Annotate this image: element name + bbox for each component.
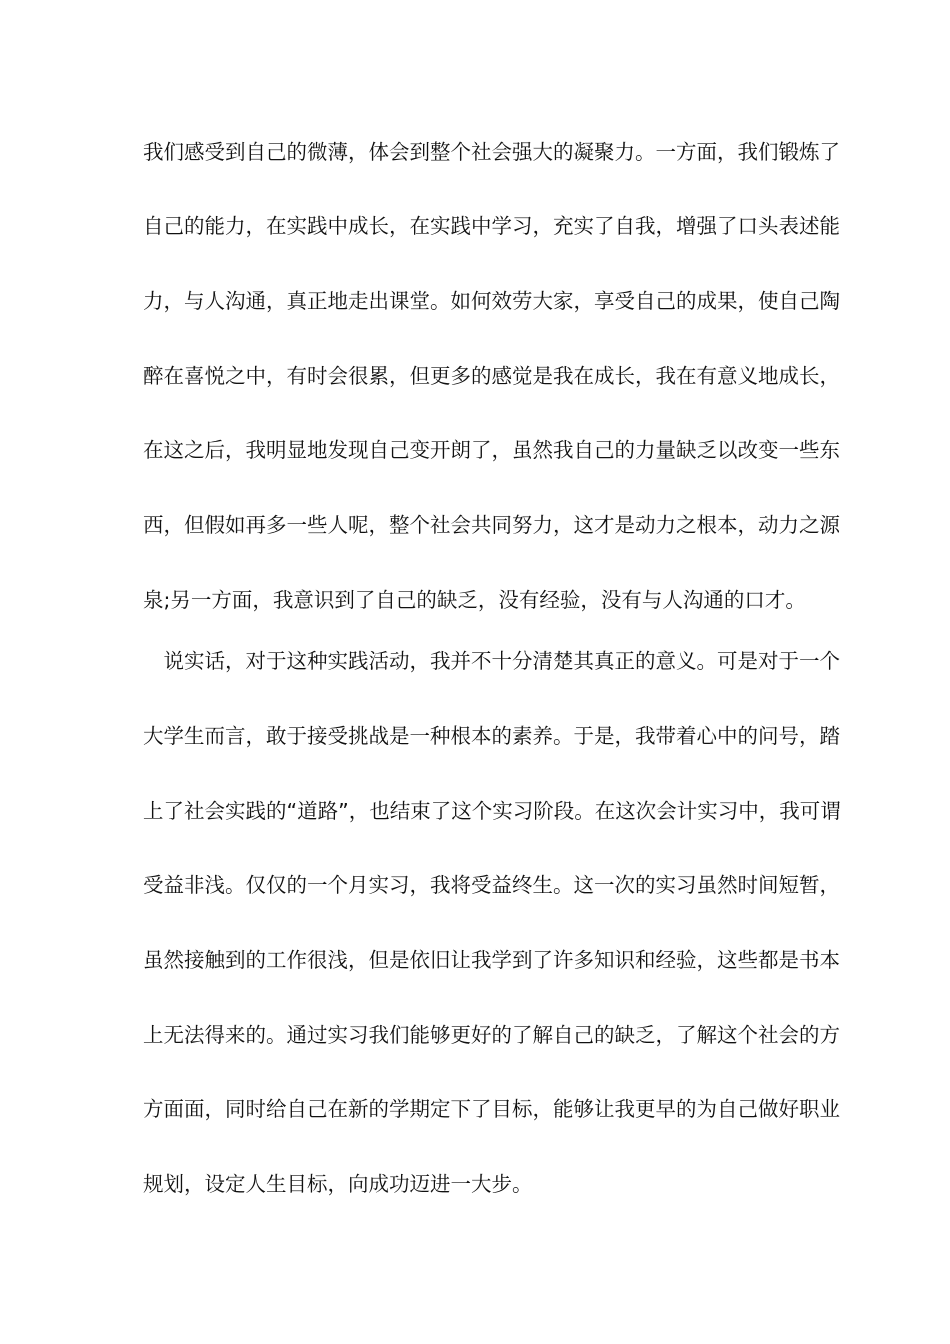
paragraph-1-line-1: 我们感受到自己的微薄，体会到整个社会强大的凝聚力。一方面，我们锻炼了 — [143, 140, 840, 164]
paragraph-2-line-4: 受益非浅。仅仅的一个月实习，我将受益终生。这一次的实习虽然时间短暂， — [143, 873, 840, 897]
paragraph-1-line-2: 自己的能力，在实践中成长，在实践中学习，充实了自我，增强了口头表述能 — [143, 214, 840, 238]
paragraph-2-line-8: 规划，设定人生目标，向成功迈进一大步。 — [143, 1172, 533, 1196]
paragraph-2-line-5: 虽然接触到的工作很浅，但是依旧让我学到了许多知识和经验，这些都是书本 — [143, 948, 840, 972]
paragraph-2-line-6: 上无法得来的。通过实习我们能够更好的了解自己的缺乏，了解这个社会的方 — [143, 1023, 840, 1047]
paragraph-1-line-5: 在这之后，我明显地发现自己变开朗了，虽然我自己的力量缺乏以改变一些东 — [143, 438, 840, 462]
paragraph-1-line-4: 醉在喜悦之中，有时会很累，但更多的感觉是我在成长，我在有意义地成长， — [143, 364, 840, 388]
paragraph-2-line-7: 方面面，同时给自己在新的学期定下了目标，能够让我更早的为自己做好职业 — [143, 1097, 840, 1121]
paragraph-2-line-3: 上了社会实践的“道路”，也结束了这个实习阶段。在这次会计实习中，我可谓 — [143, 799, 841, 823]
paragraph-2-line-1: 说实话，对于这种实践活动，我并不十分清楚其真正的意义。可是对于一个 — [143, 649, 840, 673]
paragraph-1-line-6: 西，但假如再多一些人呢，整个社会共同努力，这才是动力之根本，动力之源 — [143, 513, 840, 537]
paragraph-2-line-2: 大学生而言，敢于接受挑战是一种根本的素养。于是，我带着心中的问号，踏 — [143, 724, 840, 748]
paragraph-1-line-3: 力，与人沟通，真正地走出课堂。如何效劳大家，享受自己的成果，使自己陶 — [143, 289, 840, 313]
paragraph-1-line-7: 泉;另一方面，我意识到了自己的缺乏，没有经验，没有与人沟通的口才。 — [143, 588, 806, 612]
